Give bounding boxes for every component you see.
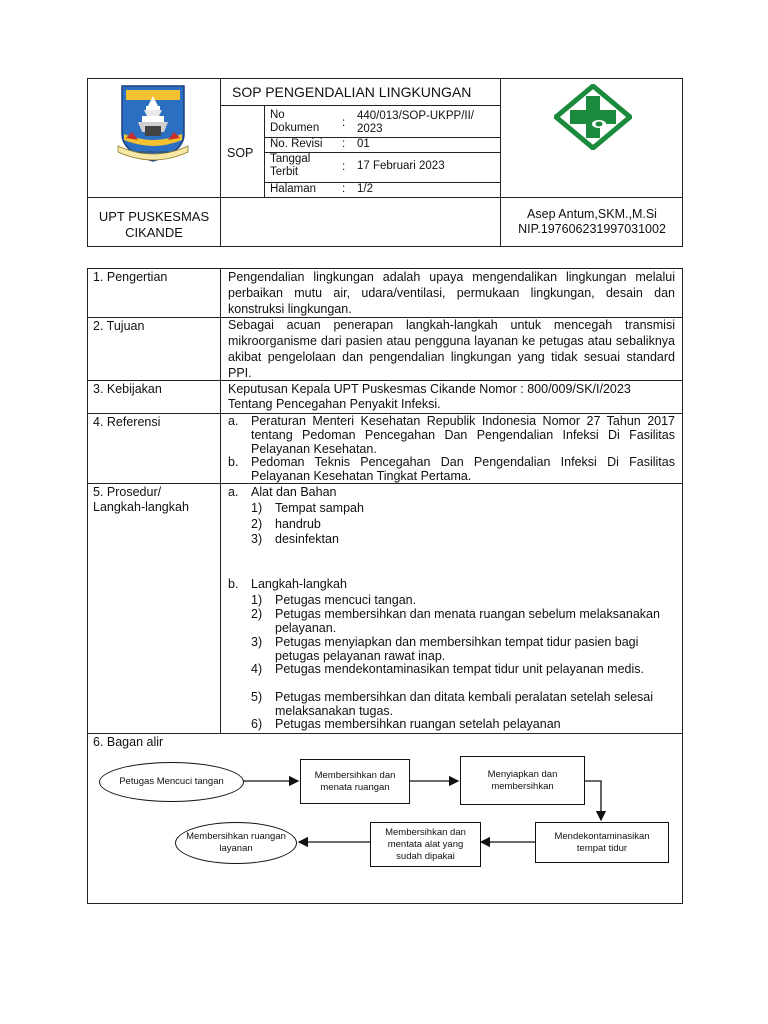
- revision-label: No. Revisi: [270, 138, 323, 150]
- langkah-marker: b.: [228, 577, 239, 591]
- langkah-item-1: Petugas mencuci tangan.: [275, 593, 417, 607]
- langkah-item-4: Petugas mendekontaminasikan tempat tidur unit pelayanan medis.: [275, 662, 644, 676]
- flow-node-end: Membersihkan ruangan layanan: [175, 822, 297, 864]
- sop-label: SOP: [227, 146, 254, 160]
- alat-title: Alat dan Bahan: [251, 485, 337, 499]
- section-referensi-label: 4. Referensi: [93, 415, 161, 429]
- alat-item-2: handrub: [275, 517, 321, 531]
- issue-date-colon: :: [342, 161, 346, 173]
- unit-name-line1: UPT PUSKESMAS: [98, 209, 210, 224]
- revision-colon: :: [342, 138, 346, 150]
- langkah-item-6: Petugas membersihkan ruangan setelah pelayanan: [275, 717, 561, 731]
- doc-number-colon: :: [342, 117, 346, 129]
- signer-nip: NIP.197606231997031002: [518, 222, 666, 236]
- langkah-item-2: Petugas membersihkan dan menata ruangan sebelum melaksanakan pelayanan.: [275, 607, 660, 635]
- langkah-item-5: Petugas membersihkan dan ditata kembali peralatan setelah selesai melaksanakan tugas.: [275, 690, 654, 718]
- langkah-num-2: 2): [251, 607, 263, 621]
- referensi-item-a: Peraturan Menteri Kesehatan Republik Indonesia Nomor 27 Tahun 2017 tentang Pedoman Pencegahan Dan Pengendalian Infeksi Di Fasilitas Pelayanan Kesehatan.: [251, 414, 675, 456]
- alat-item-1: Tempat sampah: [275, 501, 364, 515]
- section-tujuan-label: 2. Tujuan: [93, 319, 145, 333]
- section-pengertian-text: Pengendalian lingkungan adalah upaya mengendalikan lingkungan melalui perbaikan mutu air, udara/ventilasi, permukaan lingkungan, desain dan konstruksi lingkungan.: [228, 270, 675, 316]
- alat-item-3: desinfektan: [275, 532, 339, 546]
- issue-date-label: Tanggal Terbit: [270, 153, 311, 178]
- sop-title: SOP PENGENDALIAN LINGKUNGAN: [232, 84, 472, 100]
- section-bagan-label: 6. Bagan alir: [93, 735, 164, 749]
- regency-logo-ribbon: KABUPATEN SERANG: [137, 150, 169, 154]
- referensi-marker-b: b.: [228, 455, 239, 469]
- langkah-num-4: 4): [251, 662, 263, 676]
- alat-num-2: 2): [251, 517, 263, 531]
- revision-value: 01: [357, 138, 370, 150]
- doc-number-value: 440/013/SOP-UKPP/II/ 2023: [357, 110, 474, 135]
- section-kebijakan-line2: Tentang Pencegahan Penyakit Infeksi.: [228, 397, 441, 411]
- doc-number-label: No Dokumen: [270, 109, 320, 134]
- section-pengertian-label: 1. Pengertian: [93, 270, 168, 284]
- langkah-num-1: 1): [251, 593, 263, 607]
- section-kebijakan-label: 3. Kebijakan: [93, 382, 162, 396]
- unit-name-line2: CIKANDE: [125, 225, 183, 240]
- langkah-title: Langkah-langkah: [251, 577, 347, 591]
- langkah-num-3: 3): [251, 635, 263, 649]
- referensi-item-b: Pedoman Teknis Pencegahan Dan Pengendalian Infeksi Di Fasilitas Pelayanan Kesehatan Tingkat Pertama.: [251, 455, 675, 483]
- section-prosedur-label-1: 5. Prosedur/: [93, 485, 162, 499]
- section-prosedur-label-2: Langkah-langkah: [93, 500, 189, 514]
- flow-node-2: Membersihkan dan menata ruangan: [300, 759, 410, 804]
- issue-date-value: 17 Februari 2023: [357, 160, 445, 172]
- langkah-num-6: 6): [251, 717, 263, 731]
- page-label: Halaman: [270, 183, 317, 195]
- flow-node-4: Mendekontaminasikan tempat tidur: [535, 822, 669, 863]
- flow-node-start: Petugas Mencuci tangan: [99, 762, 244, 802]
- section-kebijakan-line1: Keputusan Kepala UPT Puskesmas Cikande Nomor : 800/009/SK/I/2023: [228, 382, 631, 396]
- langkah-item-3: Petugas menyiapkan dan membersihkan tempat tidur pasien bagi petugas pelayanan rawat inap.: [275, 635, 639, 663]
- langkah-num-5: 5): [251, 690, 263, 704]
- section-tujuan-text: Sebagai acuan penerapan langkah-langkah untuk mencegah transmisi mikroorganisme dari pasien atau pengguna layanan ke petugas atau sebaliknya akibat pengelolaan dan pengendalian lingkungan yang tidak sesuai standard PPI.: [228, 318, 675, 380]
- flow-node-3: Menyiapkan dan membersihkan: [460, 756, 585, 805]
- flow-node-5: Membersihkan dan mentata alat yang sudah dipakai: [370, 822, 481, 867]
- page-colon: :: [342, 183, 346, 195]
- referensi-marker-a: a.: [228, 414, 239, 428]
- page-value: 1/2: [357, 183, 373, 195]
- alat-num-1: 1): [251, 501, 263, 515]
- alat-marker: a.: [228, 485, 239, 499]
- signer-name: Asep Antum,SKM.,M.Si: [527, 207, 657, 221]
- alat-num-3: 3): [251, 532, 263, 546]
